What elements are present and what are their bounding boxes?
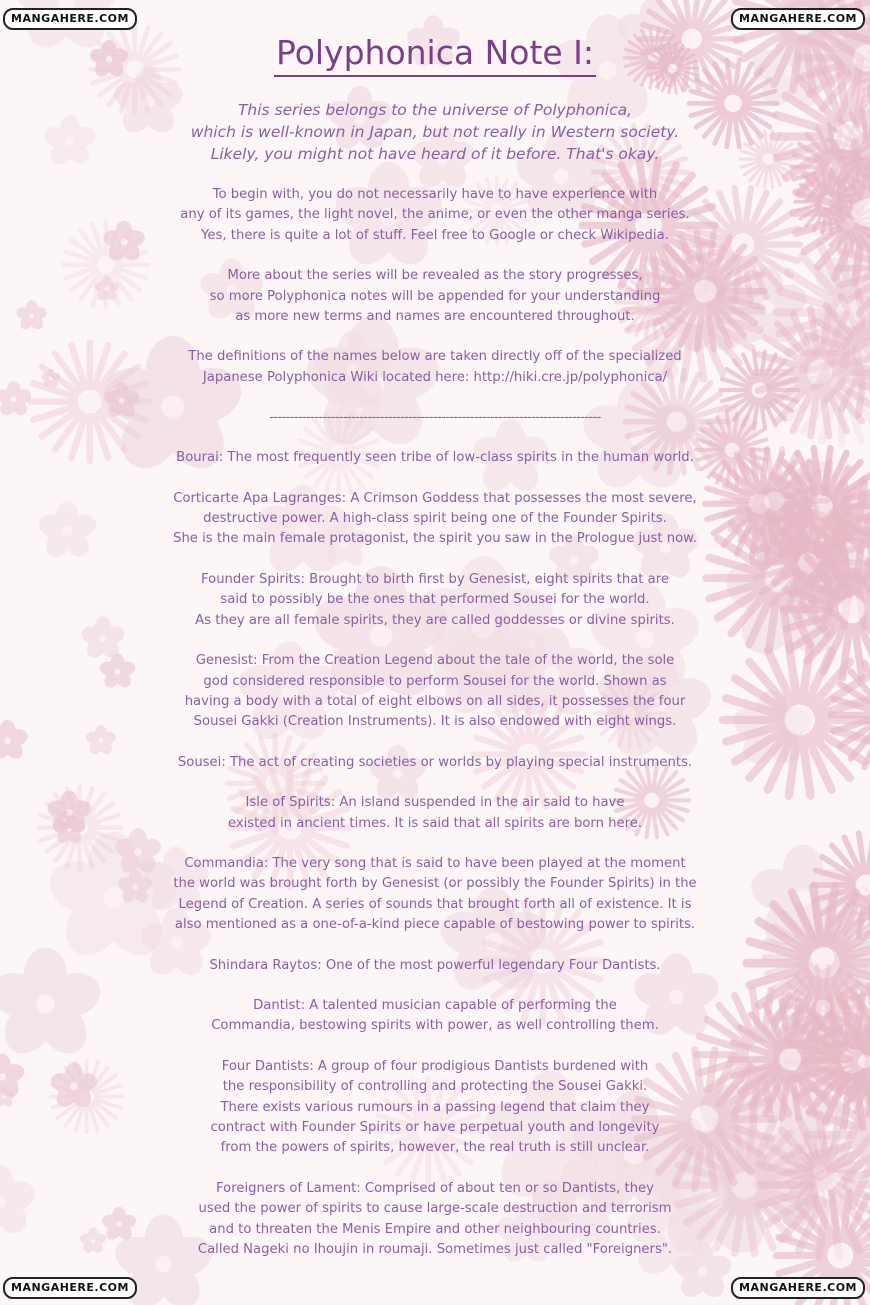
intro-line: Likely, you might not have heard of it before. That's okay.: [210, 145, 660, 163]
watermark-top-right: MANGAHERE.COM: [731, 8, 865, 30]
watermark-top-left: MANGAHERE.COM: [3, 8, 137, 30]
text-line: used the power of spirits to cause large-scale destruction and terrorism: [198, 1201, 672, 1217]
text-line: Legend of Creation. A series of sounds that brought forth all of existence. It is: [178, 896, 692, 912]
definition-sousei: [0, 753, 870, 773]
definition-dantist: [0, 996, 870, 1037]
paragraph-experience: [0, 185, 870, 246]
page-title: Polyphonica Note I:: [274, 32, 596, 77]
text-line: Corticarte Apa Lagranges: A Crimson Goddess that possesses the most severe,: [173, 490, 697, 506]
text-line: and to threaten the Menis Empire and other neighbouring countries.: [209, 1221, 661, 1237]
text-line: existed in ancient times. It is said that all spirits are born here.: [227, 815, 643, 831]
paragraph-progress: [0, 266, 870, 327]
text-line: More about the series will be revealed as the story progresses,: [227, 268, 643, 284]
text-line: Called Nageki no Ihoujin in roumaji. Sometimes just called "Foreigners".: [197, 1242, 673, 1258]
text-line: As they are all female spirits, they are called goddesses or divine spirits.: [195, 612, 675, 628]
text-line: Yes, there is quite a lot of stuff. Feel free to Google or check Wikipedia.: [201, 227, 669, 243]
definition-commandia: [0, 854, 870, 936]
paragraph-wiki-source: [0, 347, 870, 388]
definition-genesist: [0, 651, 870, 733]
text-line: Founder Spirits: Brought to birth first by Genesist, eight spirits that are: [201, 571, 669, 587]
intro-block: [0, 99, 870, 165]
intro-line: which is well-known in Japan, but not really in Western society.: [190, 123, 680, 141]
text-line: She is the main female protagonist, the spirit you saw in the Prologue just now.: [173, 531, 697, 547]
text-line: the responsibility of controlling and protecting the Sousei Gakki.: [222, 1079, 648, 1095]
text-line: Sousei Gakki (Creation Instruments). It is also endowed with eight wings.: [193, 714, 677, 730]
text-line: any of its games, the light novel, the anime, or even the other manga series.: [180, 207, 690, 223]
text-line: destructive power. A high-class spirit being one of the Founder Spirits.: [203, 511, 667, 527]
text-line: Genesist: From the Creation Legend about the tale of the world, the sole: [195, 653, 675, 669]
definition-four-dantists: [0, 1057, 870, 1159]
text-line: Sousei: The act of creating societies or worlds by playing special instruments.: [177, 754, 693, 770]
text-line: Four Dantists: A group of four prodigious Dantists burdened with: [221, 1058, 649, 1074]
text-line: Bourai: The most frequently seen tribe of low-class spirits in the human world.: [176, 450, 694, 466]
text-line: The definitions of the names below are taken directly off of the specialized: [188, 349, 682, 365]
text-line: so more Polyphonica notes will be appended for your understanding: [209, 288, 661, 304]
note-content: [0, 32, 870, 1260]
watermark-bottom-right: MANGAHERE.COM: [731, 1277, 865, 1299]
text-line: also mentioned as a one-of-a-kind piece capable of bestowing power to spirits.: [174, 917, 696, 933]
section-divider: ---------------------------------------------------------------------------------: [269, 410, 601, 426]
text-line: Isle of Spirits: An island suspended in the air said to have: [245, 795, 625, 811]
text-line: Commandia: The very song that is said to have been played at the moment: [184, 855, 686, 871]
text-line: There exists various rumours in a passing legend that claim they: [220, 1099, 650, 1115]
definition-founder-spirits: [0, 570, 870, 631]
text-line: said to possibly be the ones that performed Sousei for the world.: [220, 592, 650, 608]
text-line: contract with Founder Spirits or have perpetual youth and longevity: [210, 1120, 660, 1135]
text-line: Shindara Raytos: One of the most powerful legendary Four Dantists.: [209, 957, 661, 973]
definition-corticarte: [0, 489, 870, 550]
definition-bourai: [0, 448, 870, 468]
text-line: having a body with a total of eight elbows on all sides, it possesses the four: [184, 693, 686, 709]
intro-line: This series belongs to the universe of Polyphonica,: [237, 101, 633, 119]
definition-isle-of-spirits: [0, 793, 870, 834]
text-line: Commandia, bestowing spirits with power, as well controlling them.: [211, 1018, 659, 1034]
watermark-bottom-left: MANGAHERE.COM: [3, 1277, 137, 1299]
definition-shindara-raytos: [0, 956, 870, 976]
definition-foreigners-of-lament: [0, 1179, 870, 1261]
text-line: as more new terms and names are encountered throughout.: [235, 309, 635, 325]
text-line: Foreigners of Lament: Comprised of about ten or so Dantists, they: [216, 1180, 654, 1196]
text-line: from the powers of spirits, however, the real truth is still unclear.: [220, 1140, 650, 1156]
text-line: Dantist: A talented musician capable of performing the: [253, 997, 617, 1013]
text-line: the world was brought forth by Genesist (or possibly the Founder Spirits) in the: [173, 876, 697, 892]
text-line: Japanese Polyphonica Wiki located here: http://hiki.cre.jp/polyphonica/: [202, 369, 668, 385]
text-line: To begin with, you do not necessarily have to have experience with: [212, 187, 658, 202]
text-line: god considered responsible to perform Sousei for the world. Shown as: [203, 673, 667, 689]
